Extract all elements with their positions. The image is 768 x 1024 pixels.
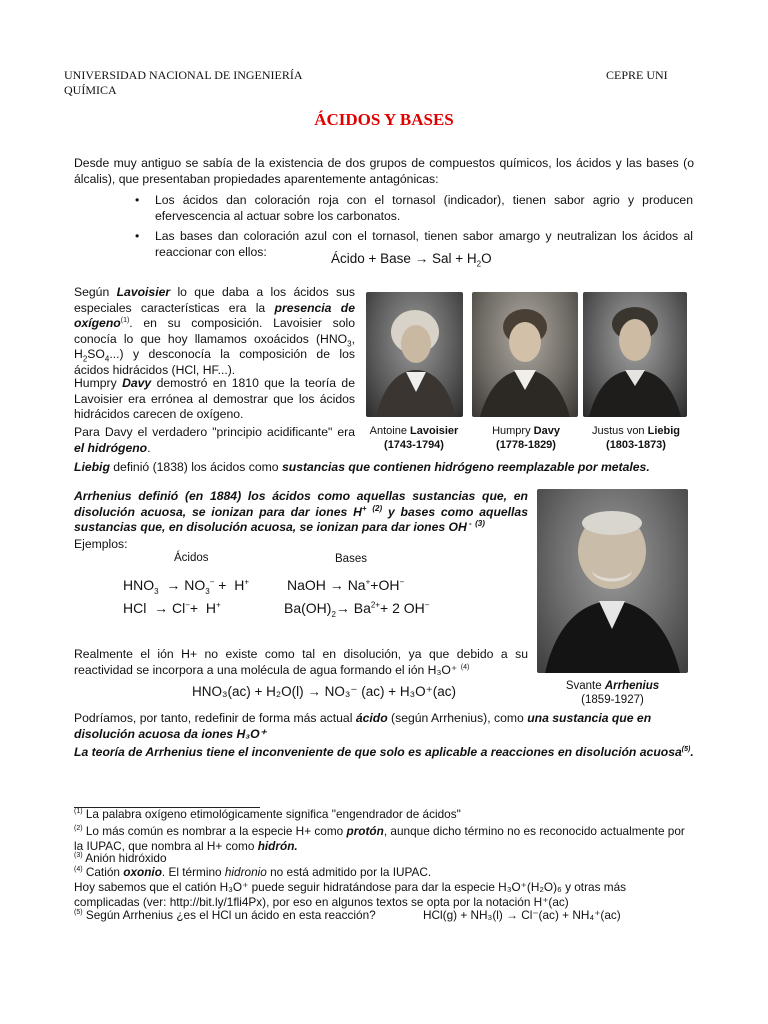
footnote-5: $^{(5)}$ Según Arrhenius ¿es el HCl un ácido en esta reacción? [74, 908, 376, 922]
lavoisier-paragraph: Según Lavoisier lo que daba a los ácidos sus especiales características era la presencia de oxígeno$^{(1)}$. en su composición. Lavoisier solo conocía lo que hoy llamamos oxoácidos ($HNO_3$, $H_2SO_4$...) y desconocía la composición de los ácidos hidrácidos (HCl, HF...). [74, 285, 355, 377]
page-title: ÁCIDOS Y BASES [314, 110, 454, 129]
lavoisier-caption: Antoine Lavoisier (1743-1794) [369, 425, 459, 451]
bullet-icon: • [135, 229, 140, 243]
footnote-1: $^{(1)}$ La palabra oxígeno etimológicamente significa "engendrador de ácidos" [74, 807, 461, 821]
bullet-icon: • [135, 193, 140, 207]
acids-column-header: Ácidos [174, 552, 209, 564]
university-name: UNIVERSIDAD NACIONAL DE INGENIERÍA [64, 68, 303, 82]
footnote-4: $^{(4)}$ Catión oxonio. El término hidronio no está admitido por la IUPAC. [74, 865, 432, 879]
naoh-equation: NaOH → Na++OH− [287, 577, 405, 593]
davy-caption: Humpry Davy (1778-1829) [492, 425, 560, 451]
header-university [64, 68, 303, 98]
subject-name: QUÍMICA [64, 83, 117, 97]
arrhenius-caption: Svante Arrhenius (1859-1927) [565, 680, 660, 706]
redefine-paragraph: Podríamos, por tanto, redefinir de forma más actual ácido (según Arrhenius), como una sustancia que en disolución acuosa da iones H₃O⁺ [74, 711, 652, 741]
davy-paragraph: Humpry Davy demostró en 1810 que la teoría de Lavoisier era errónea al demostrar que los ácidos hidrácidos carecen de oxígeno. [74, 376, 355, 421]
arrhenius-portrait-image [537, 489, 688, 673]
arrhenius-definition: Arrhenius definió (en 1884) los ácidos como aquellas sustancias que, en disolución acuosa, se ionizan para dar iones H+ $^{(2)}$ y bases como aquellas sustancias que, en disolución acuosa, se ionizan para dar iones OH - $^{(3)}$ [74, 489, 528, 534]
footnote-4-continued: Hoy sabemos que el catión H₃O⁺ puede seguir hidratándose para dar la especie H₃O⁺(H₂O)₆ y otras más complicadas (ver: http://bit.ly/1fli4Px), por eso en algunos textos se opta por la notación H⁺(ac) [74, 880, 627, 909]
hydronium-equation: HNO₃(ac) + H₂O(l) → NO₃⁻ (ac) + H₃O⁺(ac) [192, 684, 456, 699]
lavoisier-portrait-image [366, 292, 463, 417]
bullet-item-acids: • Los ácidos dan coloración roja con el tornasol (indicador), tienen sabor agrio y producen efervescencia al actuar sobre los carbonatos. [135, 193, 693, 223]
neutralization-equation: Ácido + Base → Sal + $H_2O$ [331, 251, 492, 269]
liebig-paragraph: Liebig definió (1838) los ácidos como sustancias que contienen hidrógeno reemplazable por metales. [74, 460, 650, 474]
hydronium-paragraph: Realmente el ión H+ no existe como tal en disolución, ya que debido a su reactividad se incorpora a una molécula de agua formando el ión H₃O⁺ $^{(4)}$ [74, 647, 528, 677]
bases-column-header: Bases [335, 553, 367, 565]
davy-portrait [472, 292, 578, 417]
bullet-item-bases: • Las bases dan coloración azul con el tornasol, tienen sabor amargo y neutralizan los ácidos al reaccionar con ellos: [135, 229, 693, 259]
liebig-portrait [583, 292, 687, 417]
davy-portrait-image [472, 292, 578, 417]
liebig-caption: Justus von Liebig (1803-1873) [591, 425, 681, 451]
examples-label: Ejemplos: [74, 537, 128, 551]
footnote-3: $^{(3)}$ Anión hidróxido [74, 851, 167, 865]
footnote-5-equation: HCl(g) + NH₃(l) → Cl⁻(ac) + NH₄⁺(ac) [423, 908, 621, 922]
arrhenius-portrait [537, 489, 688, 673]
hcl-equation: HCl → Cl−+ H+ [123, 600, 221, 616]
lavoisier-portrait [366, 292, 463, 417]
liebig-portrait-image [583, 292, 687, 417]
hno3-equation: $HNO_3 \to NO_3^- + H^+$ [123, 577, 250, 596]
intro-paragraph: Desde muy antiguo se sabía de la existencia de dos grupos de compuestos químicos, los ácidos y las bases (o álcalis), que presentaban propiedades aparentemente antagónicas: [74, 156, 694, 186]
davy-principle-paragraph: Para Davy el verdadero "principio acidificante" era el hidrógeno. [74, 425, 355, 455]
baoh2-equation: $Ba(OH)_2\to Ba^{2+}+ 2$ OH− [284, 600, 430, 619]
arrhenius-drawback: La teoría de Arrhenius tiene el inconveniente de que solo es aplicable a reacciones en disolución acuosa$^{(5)}$. [74, 745, 694, 759]
header-right: CEPRE UNI [606, 68, 668, 82]
footnote-2: $^{(2)}$ Lo más común es nombrar a la especie H+ como protón, aunque dicho término no es reconocido actualmente por la IUPAC, que nombra al H+ como hidrón. [74, 824, 685, 853]
